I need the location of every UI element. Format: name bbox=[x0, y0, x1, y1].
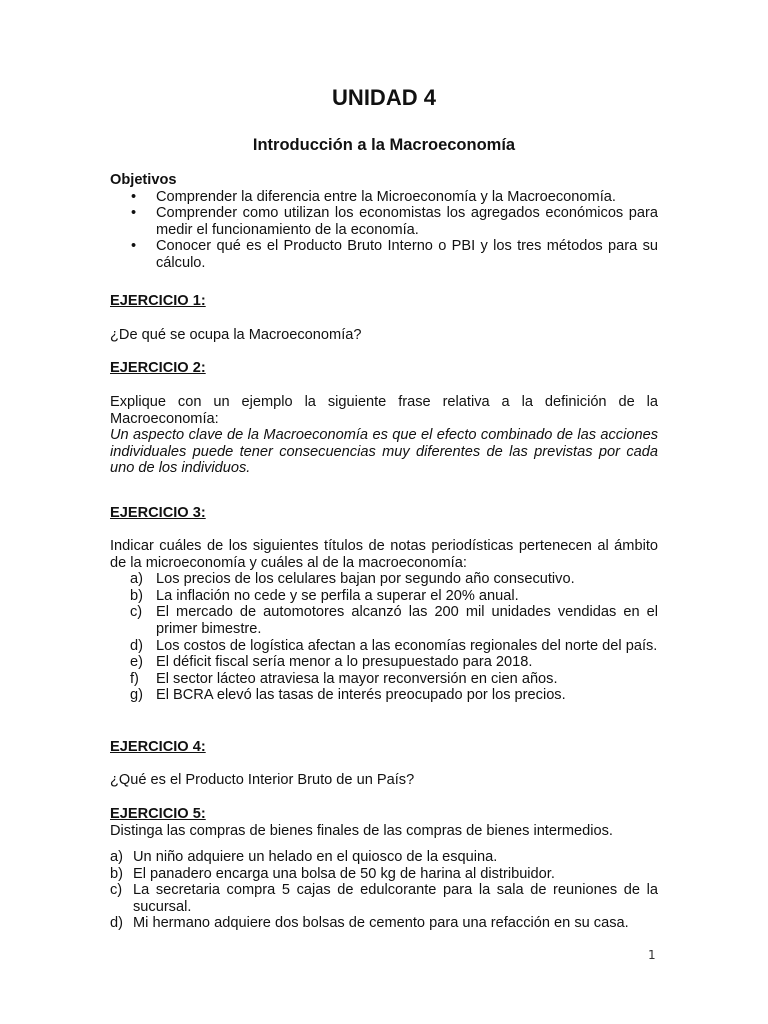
objectives-section bbox=[110, 172, 658, 272]
exercise-2-heading-wrap bbox=[110, 360, 658, 377]
bullet-icon: • bbox=[131, 188, 137, 205]
list-item: b) El panadero encarga una bolsa de 50 kg de harina al distribuidor. bbox=[110, 865, 555, 882]
exercise-1-question: ¿De qué se ocupa la Macroeconomía? bbox=[110, 327, 362, 343]
objective-item: • Comprender la diferencia entre la Microeconomía y la Macroeconomía. bbox=[131, 188, 616, 205]
exercise-2-prompt: Explique con un ejemplo la siguiente frase relativa a la definición de la Macroeconomía: bbox=[110, 394, 658, 427]
list-item: g) El BCRA elevó las tasas de interés preocupado por los precios. bbox=[130, 687, 566, 704]
exercise-2-heading: EJERCICIO 2: bbox=[110, 360, 206, 376]
exercise-3-list bbox=[110, 571, 658, 704]
document-subtitle: Introducción a la Macroeconomía bbox=[252, 136, 516, 154]
objectives-list bbox=[110, 189, 658, 272]
exercise-5-heading: EJERCICIO 5: bbox=[110, 806, 206, 822]
exercise-3-heading-wrap bbox=[110, 505, 658, 522]
exercise-3-heading: EJERCICIO 3: bbox=[110, 505, 206, 521]
exercise-1 bbox=[110, 293, 658, 310]
list-item: d) Mi hermano adquiere dos bolsas de cemento para una refacción en su casa. bbox=[110, 915, 629, 932]
list-item: c) El mercado de automotores alcanzó las 200 mil unidades vendidas en el primer bimestre. bbox=[130, 604, 658, 637]
exercise-4-heading-wrap bbox=[110, 739, 658, 756]
list-item: a) Los precios de los celulares bajan por segundo año consecutivo. bbox=[130, 571, 575, 588]
exercise-2-quote: Un aspecto clave de la Macroeconomía es que el efecto combinado de las acciones individuales puede tener consecuencias muy diferentes de las previstas por cada uno de los individuos. bbox=[110, 427, 658, 477]
list-item: d) Los costos de logística afectan a las economías regionales del norte del país. bbox=[130, 637, 658, 654]
list-item: f) El sector lácteo atraviesa la mayor reconversión en cien años. bbox=[130, 670, 558, 687]
exercise-3-body bbox=[110, 538, 658, 704]
document-page bbox=[110, 0, 658, 1024]
objective-item: • Comprender como utilizan los economistas los agregados económicos para medir el funcionamiento de la economía. bbox=[131, 205, 658, 238]
exercise-4-heading: EJERCICIO 4: bbox=[110, 739, 206, 755]
objective-item: • Conocer qué es el Producto Bruto Interno o PBI y los tres métodos para su cálculo. bbox=[131, 238, 658, 271]
document-title: UNIDAD 4 bbox=[332, 85, 436, 110]
exercise-5-prompt: Distinga las compras de bienes finales de las compras de bienes intermedios. bbox=[110, 822, 613, 839]
list-item: b) La inflación no cede y se perfila a superar el 20% anual. bbox=[130, 587, 519, 604]
exercise-5-list bbox=[110, 849, 658, 932]
exercise-1-heading: EJERCICIO 1: bbox=[110, 293, 206, 309]
exercise-5-body bbox=[110, 849, 658, 932]
exercise-4-question: ¿Qué es el Producto Interior Bruto de un País? bbox=[110, 772, 415, 788]
list-item: a) Un niño adquiere un helado en el quiosco de la esquina. bbox=[110, 849, 498, 865]
exercise-5 bbox=[110, 806, 658, 839]
list-item: e) El déficit fiscal sería menor a lo presupuestado para 2018. bbox=[130, 654, 533, 671]
list-item: c) La secretaria compra 5 cajas de edulcorante para la sala de reuniones de la sucursal. bbox=[110, 882, 658, 915]
exercise-2-body bbox=[110, 394, 658, 477]
bullet-icon: • bbox=[131, 205, 137, 222]
bullet-icon: • bbox=[131, 238, 137, 255]
exercise-3-prompt: Indicar cuáles de los siguientes títulos de notas periodísticas pertenecen al ámbito de la microeconomía y cuáles al de la macroeconomía: bbox=[110, 538, 658, 571]
objectives-heading: Objetivos bbox=[110, 172, 177, 188]
page-number: 1 bbox=[648, 948, 656, 962]
